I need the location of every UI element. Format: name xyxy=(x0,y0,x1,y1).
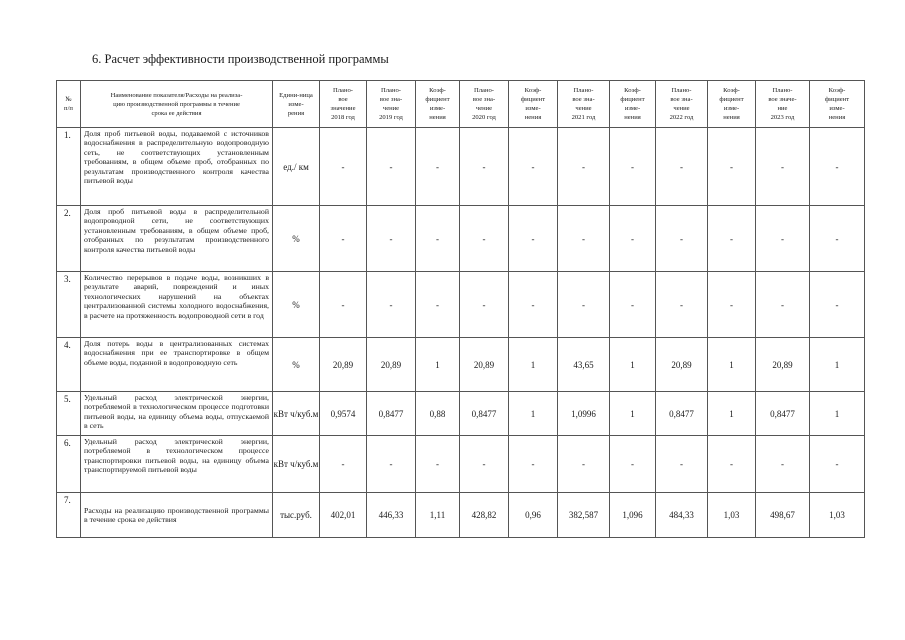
value-cell: 1,03 xyxy=(708,493,756,538)
header-line: Коэф- xyxy=(429,87,446,94)
header-line: 2019 год xyxy=(379,114,403,121)
header-line: ние xyxy=(777,105,788,112)
value-cell: 1,03 xyxy=(810,493,865,538)
header-line: вое зна- xyxy=(572,96,595,103)
header-line: вое зна- xyxy=(670,96,693,103)
indicator-name: Доля проб питьевой воды в распределительной водопроводной сети, не соответствующих установленным требованиям, в общем объеме проб, отобранных по результатам производственного контроля качества питьевой воды xyxy=(81,206,273,272)
value-cell: 1 xyxy=(708,338,756,392)
header-line: Плано- xyxy=(671,87,692,94)
value-cell: 0,88 xyxy=(416,392,460,436)
header-line: изме- xyxy=(525,105,541,112)
col-name-header xyxy=(81,81,273,128)
unit-cell: кВт ч/куб.м xyxy=(273,392,320,436)
unit-cell: кВт ч/куб.м xyxy=(273,436,320,493)
header-line: срока ее действия xyxy=(151,109,202,117)
value-cell: - xyxy=(416,206,460,272)
value-cell: - xyxy=(509,436,558,493)
indicator-name: Количество перерывов в подаче воды, возникших в результате аварий, повреждений и иных технологических нарушений на объектах централизованной системы холодного водоснабжения, в расчете на протяженность водопроводной сети в год xyxy=(81,272,273,338)
header-line: Плано- xyxy=(332,87,353,94)
value-cell: - xyxy=(367,436,416,493)
header-row xyxy=(57,81,865,128)
unit-cell: % xyxy=(273,206,320,272)
header-line: изме- xyxy=(429,105,446,112)
value-cell: 1,096 xyxy=(610,493,656,538)
value-cell: - xyxy=(558,436,610,493)
value-cell: 1 xyxy=(509,392,558,436)
header-line: нения xyxy=(723,114,740,121)
col-plan-2020-header xyxy=(460,81,509,128)
value-cell: - xyxy=(558,206,610,272)
value-cell: 498,67 xyxy=(756,493,810,538)
value-cell: - xyxy=(460,436,509,493)
indicator-name: Удельный расход электрической энергии, потребляемой в технологическом процессе подготовки питьевой воды, на единицу объема воды, отпускаемой в сеть xyxy=(81,392,273,436)
value-cell: - xyxy=(558,272,610,338)
value-cell: 0,9574 xyxy=(320,392,367,436)
value-cell: - xyxy=(656,206,708,272)
table-row xyxy=(57,493,865,538)
value-cell: - xyxy=(656,436,708,493)
col-unit-header xyxy=(273,81,320,128)
value-cell: 20,89 xyxy=(320,338,367,392)
indicator-name: Расходы на реализацию производственной программы в течение срока ее действия xyxy=(81,493,273,538)
col-plan-2019-header xyxy=(367,81,416,128)
value-cell: 20,89 xyxy=(367,338,416,392)
header-line: изме- xyxy=(723,105,740,112)
table-row xyxy=(57,272,865,338)
value-cell: 428,82 xyxy=(460,493,509,538)
header-line: нения xyxy=(624,114,641,121)
col-coef-5-header xyxy=(810,81,865,128)
value-cell: 446,33 xyxy=(367,493,416,538)
header-line: вое зна- xyxy=(472,96,496,103)
value-cell: 402,01 xyxy=(320,493,367,538)
col-plan-2021-header xyxy=(558,81,610,128)
value-cell: - xyxy=(416,436,460,493)
header-line: 2020 год xyxy=(472,114,496,121)
unit-cell: % xyxy=(273,338,320,392)
header-line: чение xyxy=(575,105,592,112)
value-cell: - xyxy=(320,206,367,272)
header-line: чение xyxy=(673,105,690,112)
header-line: нения xyxy=(828,114,846,121)
value-cell: - xyxy=(810,128,865,206)
col-plan-2018-header xyxy=(320,81,367,128)
value-cell: - xyxy=(656,272,708,338)
indicator-name: Удельный расход электрической энергии, потребляемой в технологическом процессе транспортировки питьевой воды, на единицу объема транспортируемой питьевой воды xyxy=(81,436,273,493)
value-cell: 1,11 xyxy=(416,493,460,538)
value-cell: - xyxy=(367,272,416,338)
header-line: рения xyxy=(287,109,305,117)
value-cell: 1 xyxy=(416,338,460,392)
table-row xyxy=(57,206,865,272)
value-cell: 0,8477 xyxy=(756,392,810,436)
value-cell: - xyxy=(756,128,810,206)
value-cell: 1,0996 xyxy=(558,392,610,436)
value-cell: - xyxy=(708,436,756,493)
header-line: Едини-ница xyxy=(279,91,313,99)
value-cell: 1 xyxy=(509,338,558,392)
header-line: цию производственной программы в течение xyxy=(113,100,240,108)
row-number: 2. xyxy=(57,206,81,272)
header-line: Коэф- xyxy=(828,87,846,94)
table-body xyxy=(57,128,865,538)
header-line: нения xyxy=(524,114,542,121)
value-cell: 43,65 xyxy=(558,338,610,392)
header-line: нения xyxy=(429,114,446,121)
value-cell: - xyxy=(610,206,656,272)
col-coef-4-header xyxy=(708,81,756,128)
value-cell: - xyxy=(810,272,865,338)
header-line: чение xyxy=(475,105,493,112)
table-row xyxy=(57,338,865,392)
value-cell: - xyxy=(460,128,509,206)
header-line: п/п xyxy=(64,105,73,112)
value-cell: - xyxy=(320,128,367,206)
row-number: 5. xyxy=(57,392,81,436)
value-cell: 1 xyxy=(810,338,865,392)
value-cell: - xyxy=(509,128,558,206)
value-cell: - xyxy=(367,206,416,272)
header-line: Плано- xyxy=(573,87,594,94)
value-cell: 20,89 xyxy=(756,338,810,392)
header-line: чение xyxy=(382,105,400,112)
value-cell: - xyxy=(708,128,756,206)
value-cell: - xyxy=(610,436,656,493)
col-number-header xyxy=(57,81,81,128)
value-cell: 20,89 xyxy=(656,338,708,392)
value-cell: 0,8477 xyxy=(367,392,416,436)
value-cell: - xyxy=(708,272,756,338)
header-line: вое xyxy=(338,96,348,103)
header-line: Коэф- xyxy=(723,87,740,94)
value-cell: - xyxy=(558,128,610,206)
section-title: 6. Расчет эффективности производственной программы xyxy=(92,52,389,66)
header-line: изме- xyxy=(624,105,641,112)
value-cell: - xyxy=(460,206,509,272)
value-cell: 382,587 xyxy=(558,493,610,538)
header-line: 2022 год xyxy=(669,114,694,121)
value-cell: 1 xyxy=(610,392,656,436)
header-line: Коэф- xyxy=(524,87,542,94)
header-line: фициент xyxy=(520,96,546,103)
header-line: Наименование показателя/Расходы на реализа- xyxy=(110,91,243,99)
value-cell: - xyxy=(756,206,810,272)
efficiency-table xyxy=(56,80,865,538)
value-cell: - xyxy=(708,206,756,272)
value-cell: - xyxy=(416,272,460,338)
row-number: 1. xyxy=(57,128,81,206)
value-cell: - xyxy=(756,272,810,338)
header-line: значение xyxy=(330,105,356,112)
value-cell: - xyxy=(320,436,367,493)
value-cell: - xyxy=(509,206,558,272)
value-cell: 20,89 xyxy=(460,338,509,392)
header-line: Плано- xyxy=(380,87,401,94)
value-cell: 1 xyxy=(610,338,656,392)
header-line: фициент xyxy=(719,96,744,103)
row-number: 3. xyxy=(57,272,81,338)
indicator-name: Доля проб питьевой воды, подаваемой с источников водоснабжения в распределительную водопроводную сеть, не соответствующих установленным требованиям, в общем объеме проб, отобранных по результатам производственного контроля качества питьевой воды xyxy=(81,128,273,206)
col-coef-1-header xyxy=(416,81,460,128)
value-cell: - xyxy=(367,128,416,206)
header-line: фициент xyxy=(425,96,450,103)
header-line: Плано- xyxy=(473,87,494,94)
col-plan-2022-header xyxy=(656,81,708,128)
header-line: фициент xyxy=(824,96,850,103)
value-cell: 1 xyxy=(810,392,865,436)
value-cell: 484,33 xyxy=(656,493,708,538)
col-coef-3-header xyxy=(610,81,656,128)
value-cell: - xyxy=(509,272,558,338)
value-cell: - xyxy=(756,436,810,493)
unit-cell: тыс.руб. xyxy=(273,493,320,538)
header-line: № xyxy=(65,96,72,103)
value-cell: - xyxy=(416,128,460,206)
value-cell: - xyxy=(610,128,656,206)
header-line: вое зна- xyxy=(379,96,403,103)
value-cell: 0,8477 xyxy=(460,392,509,436)
value-cell: - xyxy=(810,436,865,493)
unit-cell: % xyxy=(273,272,320,338)
indicator-name: Доля потерь воды в централизованных системах водоснабжения при ее транспортировке в общем объеме воды, поданной в водопроводную сеть xyxy=(81,338,273,392)
row-number: 7. xyxy=(57,493,81,538)
col-coef-2-header xyxy=(509,81,558,128)
value-cell: - xyxy=(610,272,656,338)
row-number: 4. xyxy=(57,338,81,392)
table-header xyxy=(57,81,865,128)
value-cell: - xyxy=(656,128,708,206)
row-number: 6. xyxy=(57,436,81,493)
header-line: 2023 год xyxy=(770,114,795,121)
value-cell: 1 xyxy=(708,392,756,436)
header-line: изме- xyxy=(829,105,845,112)
value-cell: 0,96 xyxy=(509,493,558,538)
header-line: изме- xyxy=(288,100,304,108)
value-cell: 0,8477 xyxy=(656,392,708,436)
col-plan-2023-header xyxy=(756,81,810,128)
table-row xyxy=(57,392,865,436)
header-line: Коэф- xyxy=(624,87,641,94)
header-line: 2018 год xyxy=(331,114,355,121)
value-cell: - xyxy=(320,272,367,338)
table-row xyxy=(57,128,865,206)
header-line: вое значе- xyxy=(768,96,797,103)
value-cell: - xyxy=(460,272,509,338)
header-line: фициент xyxy=(620,96,645,103)
header-line: Плано- xyxy=(772,87,793,94)
header-line: 2021 год xyxy=(571,114,596,121)
value-cell: - xyxy=(810,206,865,272)
table-row xyxy=(57,436,865,493)
unit-cell: ед./ км xyxy=(273,128,320,206)
